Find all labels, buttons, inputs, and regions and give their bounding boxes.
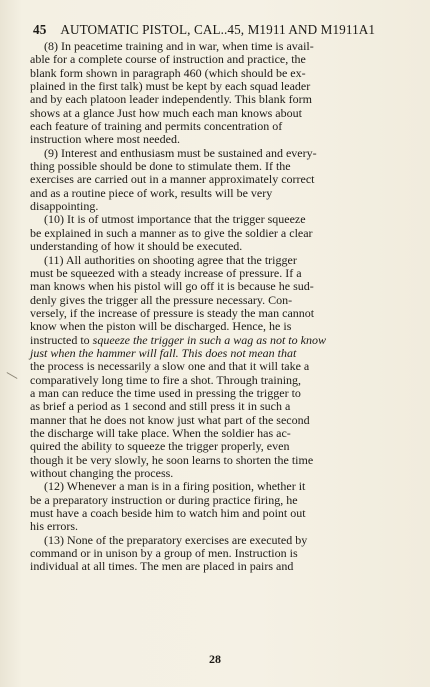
text-line — [30, 187, 380, 200]
text-line-content: be a preparatory instruction or during practice firing, he — [30, 492, 298, 507]
text-line-content: must be squeezed with a steady increase of pressure. If a — [30, 265, 302, 280]
text-line — [30, 294, 380, 307]
text-line-content: though it be very slowly, he soon learns to shorten the time — [30, 452, 314, 467]
text-line — [30, 40, 380, 53]
text-line-content: as brief a period as 1 second and still press it in such a — [30, 399, 291, 414]
text-line — [30, 254, 380, 267]
text-line-content: able for a complete course of instruction and practice, the — [30, 52, 306, 67]
text-line-content: blank form shown in paragraph 460 (which should be ex- — [30, 65, 306, 80]
text-line-content: thing possible should be done to stimulate them. If the — [30, 159, 291, 174]
text-line — [30, 480, 380, 493]
text-line-content: versely, if the increase of pressure is steady the man cannot — [30, 305, 315, 320]
text-line — [30, 107, 380, 120]
text-line-content: instruction where most needed. — [30, 132, 180, 147]
text-line-content: (12) Whenever a man is in a firing position, whether it — [44, 479, 306, 494]
margin-mark — [7, 372, 18, 379]
text-line-content: shows at a glance Just how much each man knows about — [30, 105, 302, 120]
text-line — [30, 147, 380, 160]
text-line — [30, 427, 380, 440]
text-line-content: know when the piston will be discharged. Hence, he is — [30, 319, 292, 334]
text-line-content: and by each platoon leader independently. This blank form — [30, 92, 312, 107]
text-line-content: without changing the process. — [30, 466, 174, 480]
text-line — [30, 133, 380, 146]
text-line — [30, 507, 380, 520]
text-line-content: (9) Interest and enthusiasm must be sustained and every- — [44, 145, 317, 160]
text-line-content: a man can reduce the time used in pressing the trigger to — [30, 385, 301, 400]
italic-emphasis: squeeze the trigger in such a wag as not to know — [92, 332, 326, 347]
text-line — [30, 560, 380, 573]
text-line — [30, 240, 380, 253]
text-line-content: the process is necessarily a slow one and that it will take a — [30, 359, 310, 374]
text-line — [30, 160, 380, 173]
italic-emphasis: just when the hammer will fall. This does not mean that — [30, 345, 297, 360]
text-line-content: (13) None of the preparatory exercises are executed by — [44, 532, 308, 547]
text-line — [30, 494, 380, 507]
text-line — [30, 374, 380, 387]
text-line-content: each feature of training and permits concentration of — [30, 119, 283, 134]
text-line — [30, 213, 380, 226]
text-line-content: be explained in such a manner as to give the soldier a clear — [30, 225, 313, 240]
text-line-content: command or in unison by a group of men. Instruction is — [30, 546, 298, 561]
text-line — [30, 454, 380, 467]
text-line — [30, 400, 380, 413]
text-line — [30, 347, 380, 360]
body-text — [30, 40, 380, 574]
text-line — [30, 414, 380, 427]
text-line — [30, 80, 380, 93]
text-line-content: instructed to — [30, 332, 93, 347]
text-line-content: man knows when his pistol will go off it is because he sud- — [30, 279, 314, 294]
text-line — [30, 440, 380, 453]
text-line — [30, 93, 380, 106]
text-line — [30, 320, 380, 333]
text-line-content: and as a routine piece of work, results will be very — [30, 185, 273, 200]
text-line — [30, 547, 380, 560]
text-line — [30, 334, 380, 347]
running-title: AUTOMATIC PISTOL, CAL..45, M1911 AND M1911A1 — [60, 22, 376, 37]
text-line — [30, 534, 380, 547]
text-line — [30, 280, 380, 293]
text-line — [30, 360, 380, 373]
page-folio: 28 — [209, 652, 221, 666]
text-line — [30, 200, 380, 213]
text-line-content: disappointing. — [30, 199, 99, 214]
text-line — [30, 467, 380, 480]
text-line-content: quired the ability to squeeze the trigger properly, even — [30, 439, 290, 454]
text-line-content: must have a coach beside him to watch him and point out — [30, 506, 306, 521]
text-line — [30, 227, 380, 240]
text-line-content: comparatively long time to fire a shot. Through training, — [30, 372, 302, 387]
text-line — [30, 120, 380, 133]
text-line — [30, 173, 380, 186]
text-line-content: manner that he does not know just what part of the second — [30, 412, 310, 427]
text-line — [30, 387, 380, 400]
text-line-content: plained in the first talk) must be kept by each squad leader — [30, 79, 311, 94]
text-line-content: exercises are carried out in a manner approximately correct — [30, 172, 315, 187]
text-line-content: the discharge will take place. When the soldier has ac- — [30, 425, 291, 440]
text-line — [30, 53, 380, 66]
running-header — [33, 22, 403, 38]
text-line — [30, 520, 380, 533]
text-line-content: (8) In peacetime training and in war, when time is avail- — [44, 39, 314, 53]
text-line-content: denly gives the trigger all the pressure necessary. Con- — [30, 292, 293, 307]
text-line-content: (11) All authorities on shooting agree that the trigger — [44, 252, 297, 267]
text-line-content: individual at all times. The men are placed in pairs and — [30, 559, 294, 574]
text-line — [30, 67, 380, 80]
text-line — [30, 307, 380, 320]
text-line-content: understanding of how it should be executed. — [30, 239, 243, 254]
page-number: 45 — [33, 22, 47, 37]
text-line — [30, 267, 380, 280]
text-line-content: (10) It is of utmost importance that the trigger squeeze — [44, 212, 306, 227]
text-line-content: his errors. — [30, 519, 78, 534]
